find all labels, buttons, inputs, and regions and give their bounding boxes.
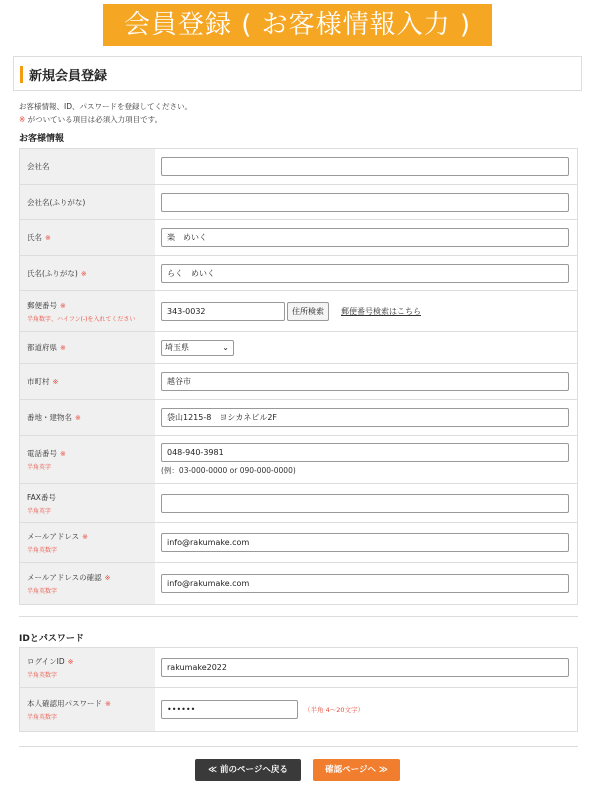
label-password: 本人確認用パスワード <box>27 699 102 708</box>
row-company <box>20 149 577 185</box>
email-note: 半角英数字 <box>27 547 58 554</box>
row-address <box>20 400 577 436</box>
label-postal: 郵便番号 <box>27 300 57 310</box>
label-company-kana: 会社名(ふりがな) <box>27 197 86 207</box>
section-id-password-heading: IDとパスワード <box>19 634 84 644</box>
row-login-id <box>20 648 577 688</box>
label-company: 会社名 <box>27 162 50 171</box>
address-search-button[interactable]: 住所検索 <box>287 302 329 321</box>
title-accent-bar <box>20 66 23 83</box>
intro-text: お客様情報、ID、パスワードを登録してください。 <box>19 102 192 111</box>
postal-lookup-link[interactable]: 郵便番号検索はこちら <box>341 306 421 316</box>
prefecture-value: 埼玉県 <box>165 342 189 352</box>
prefecture-select[interactable] <box>161 340 234 356</box>
page-header <box>13 56 582 91</box>
required-mark: ※ <box>60 344 66 352</box>
label-address: 番地・建物名 <box>27 413 72 422</box>
required-mark: ※ <box>67 658 74 666</box>
row-phone <box>20 436 577 484</box>
row-password <box>20 688 577 731</box>
back-button[interactable]: ≪ 前のページへ戻る <box>195 759 301 781</box>
footer-divider <box>19 746 578 747</box>
password-length-hint: （半角 4～20文字） <box>304 706 364 714</box>
row-name <box>20 220 577 256</box>
required-mark: ※ <box>105 700 111 708</box>
label-city: 市町村 <box>27 377 50 386</box>
password-input[interactable]: •••••• <box>161 700 298 719</box>
row-name-kana <box>20 256 577 291</box>
city-input[interactable]: 越谷市 <box>161 372 569 391</box>
row-city <box>20 364 577 400</box>
phone-input[interactable]: 048-940-3981 <box>161 443 569 462</box>
login-id-note: 半角英数字 <box>27 672 58 679</box>
row-fax <box>20 484 577 523</box>
row-email <box>20 523 577 563</box>
label-prefecture: 都道府県 <box>27 343 57 352</box>
label-email-confirm: メールアドレスの確認 <box>27 573 102 582</box>
required-mark: ※ <box>45 234 51 242</box>
company-kana-input[interactable] <box>161 193 569 212</box>
chevron-down-icon: ⌄ <box>222 342 229 352</box>
name-kana-input[interactable]: らく めいく <box>161 264 569 283</box>
page-banner: 会員登録 ( お客様情報入力 ) <box>103 4 492 46</box>
email-confirm-note: 半角英数字 <box>27 588 58 595</box>
login-id-input[interactable]: rakumake2022 <box>161 658 569 677</box>
section-divider <box>19 616 578 617</box>
section-customer-heading: お客様情報 <box>19 134 65 144</box>
required-mark: ※ <box>19 115 26 124</box>
required-mark: ※ <box>60 450 66 458</box>
fax-input[interactable] <box>161 494 569 513</box>
label-name-kana: 氏名(ふりがな) <box>27 268 78 278</box>
required-note <box>19 114 162 125</box>
label-fax: FAX番号 <box>27 492 56 502</box>
email-input[interactable]: info@rakumake.com <box>161 533 569 552</box>
password-note: 半角英数字 <box>27 714 58 721</box>
row-prefecture <box>20 332 577 364</box>
row-email-confirm <box>20 563 577 604</box>
required-mark: ※ <box>52 378 59 386</box>
phone-note: 半角英字 <box>27 464 52 471</box>
label-login-id: ログインID <box>27 657 65 666</box>
name-input[interactable]: 楽 めいく <box>161 228 569 247</box>
required-mark: ※ <box>82 533 88 541</box>
label-email: メールアドレス <box>27 532 80 541</box>
fax-note: 半角英字 <box>27 507 52 515</box>
required-mark: ※ <box>104 574 111 582</box>
postal-input[interactable]: 343-0032 <box>161 302 285 321</box>
row-company-kana <box>20 185 577 220</box>
row-postal <box>20 291 577 332</box>
required-mark: ※ <box>60 301 66 310</box>
confirm-page-button[interactable]: 確認ページへ ≫ <box>313 759 400 781</box>
email-confirm-input[interactable]: info@rakumake.com <box>161 574 569 593</box>
required-mark: ※ <box>75 414 81 422</box>
id-password-table <box>19 647 578 732</box>
postal-note: 半角数字、ハイフン(-)を入れてください <box>27 315 136 323</box>
company-input[interactable] <box>161 157 569 176</box>
address-input[interactable]: 袋山1215-8 ヨシカネビル2F <box>161 408 569 427</box>
required-note-text: がついている項目は必須入力項目です。 <box>25 115 163 124</box>
page-title: 新規会員登録 <box>29 69 108 84</box>
label-name: 氏名 <box>27 233 42 242</box>
required-mark: ※ <box>80 269 87 278</box>
phone-example: (例：03-000-0000 or 090-000-0000) <box>161 466 296 475</box>
customer-info-table <box>19 148 578 605</box>
label-phone: 電話番号 <box>27 449 57 458</box>
